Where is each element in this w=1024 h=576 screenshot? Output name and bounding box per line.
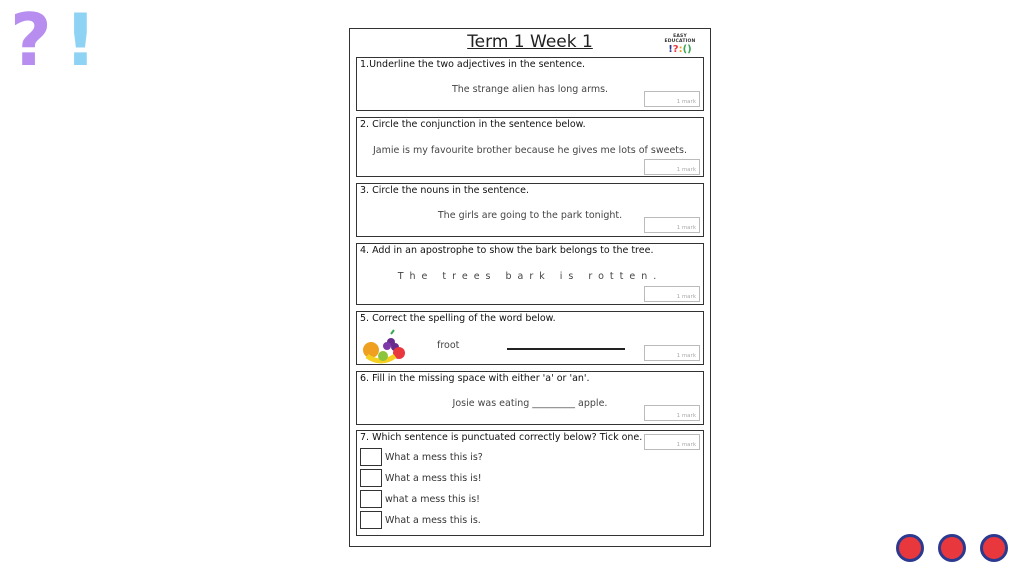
logo-mark: () bbox=[682, 44, 692, 55]
logo-mark: ! bbox=[668, 44, 673, 55]
tick-checkbox[interactable] bbox=[360, 511, 382, 529]
tick-option[interactable] bbox=[360, 511, 481, 529]
question-2 bbox=[356, 117, 704, 177]
tick-option-label: what a mess this is! bbox=[385, 493, 480, 505]
question-prompt: 4. Add in an apostrophe to show the bark belongs to the tree. bbox=[360, 245, 654, 256]
question-sentence: Josie was eating _________ apple. bbox=[452, 398, 608, 409]
tick-option[interactable] bbox=[360, 448, 483, 466]
mark-box[interactable]: 1 mark bbox=[644, 345, 700, 361]
fruit-bowl-icon bbox=[361, 326, 409, 366]
question-sentence: The strange alien has long arms. bbox=[451, 84, 609, 95]
tick-checkbox[interactable] bbox=[360, 448, 382, 466]
tick-option-label: What a mess this is! bbox=[385, 472, 482, 484]
logo-punctuation-icon bbox=[657, 44, 703, 55]
mark-box[interactable]: 1 mark bbox=[644, 434, 700, 450]
question-6 bbox=[356, 371, 704, 425]
worksheet bbox=[349, 28, 711, 547]
tick-option[interactable] bbox=[360, 490, 480, 508]
nav-dot[interactable] bbox=[896, 534, 924, 562]
easy-education-logo bbox=[657, 34, 703, 55]
question-prompt: 3. Circle the nouns in the sentence. bbox=[360, 185, 530, 196]
exclamation-decoration: ! bbox=[64, 0, 97, 82]
logo-mark: ? bbox=[672, 44, 679, 55]
tick-option-label: What a mess this is? bbox=[385, 451, 483, 463]
question-prompt: 2. Circle the conjunction in the sentence below. bbox=[360, 119, 586, 130]
question-prompt: 5. Correct the spelling of the word below. bbox=[360, 313, 556, 324]
tick-checkbox[interactable] bbox=[360, 490, 382, 508]
question-sentence: Jamie is my favourite brother because he gives me lots of sweets. bbox=[373, 145, 687, 156]
question-mark-decoration: ? bbox=[10, 0, 52, 82]
logo-text: EASY EDUCATION bbox=[664, 34, 696, 44]
answer-line[interactable] bbox=[507, 348, 625, 350]
worksheet-title: Term 1 Week 1 bbox=[467, 32, 593, 52]
question-sentence: The girls are going to the park tonight. bbox=[437, 210, 623, 221]
nav-dot[interactable] bbox=[938, 534, 966, 562]
mark-box[interactable]: 1 mark bbox=[644, 159, 700, 175]
question-7 bbox=[356, 430, 704, 536]
nav-dot[interactable] bbox=[980, 534, 1008, 562]
question-1 bbox=[356, 57, 704, 111]
question-5 bbox=[356, 311, 704, 365]
question-prompt: 7. Which sentence is punctuated correctly below? Tick one. bbox=[360, 432, 643, 443]
tick-checkbox[interactable] bbox=[360, 469, 382, 487]
tick-option[interactable] bbox=[360, 469, 482, 487]
navigation-dots bbox=[896, 534, 1008, 562]
question-4 bbox=[356, 243, 704, 305]
question-prompt: 1.Underline the two adjectives in the sentence. bbox=[360, 59, 586, 70]
mark-box[interactable]: 1 mark bbox=[644, 286, 700, 302]
tick-option-label: What a mess this is. bbox=[385, 514, 481, 526]
logo-mark: : bbox=[678, 44, 683, 55]
misspelled-word: froot bbox=[437, 340, 460, 351]
mark-box[interactable]: 1 mark bbox=[644, 91, 700, 107]
question-3 bbox=[356, 183, 704, 237]
mark-box[interactable]: 1 mark bbox=[644, 405, 700, 421]
question-sentence: The trees bark is rotten. bbox=[397, 271, 663, 282]
question-prompt: 6. Fill in the missing space with either 'a' or 'an'. bbox=[360, 373, 590, 384]
mark-box[interactable]: 1 mark bbox=[644, 217, 700, 233]
